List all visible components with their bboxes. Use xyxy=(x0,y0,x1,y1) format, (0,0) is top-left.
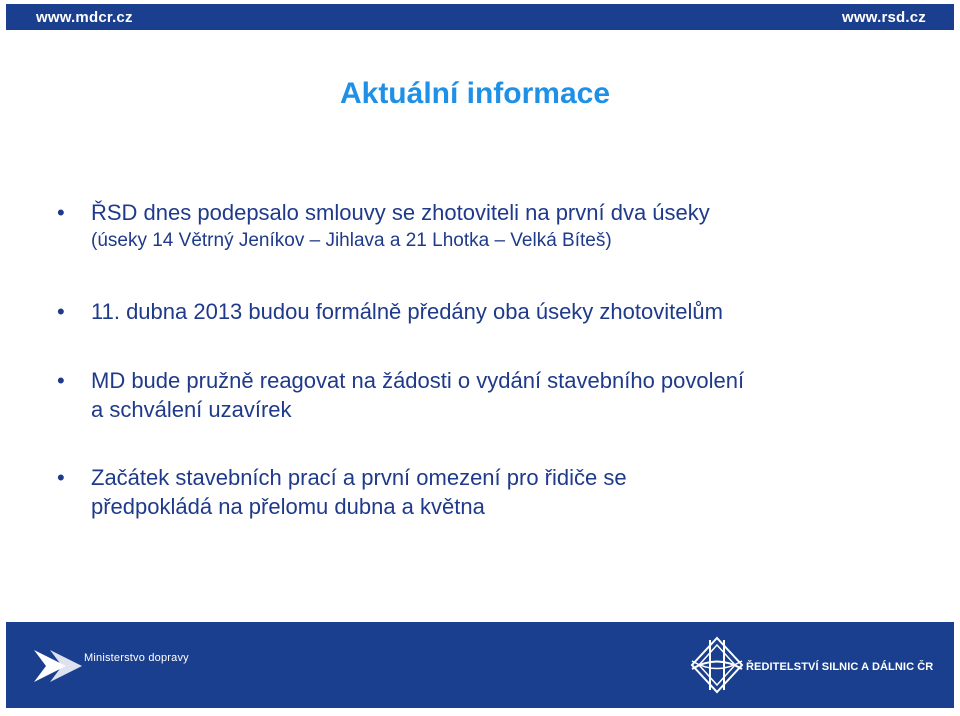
rsd-url-link[interactable]: www.rsd.cz xyxy=(842,9,926,26)
mdcr-url-link[interactable]: www.mdcr.cz xyxy=(36,9,133,26)
bullet-text-continued: a schválení uzavírek xyxy=(91,397,292,422)
mdcr-logo-icon xyxy=(32,646,90,686)
bullet-dot-icon: • xyxy=(57,299,65,324)
bullet-text: ŘSD dnes podepsalo smlouvy se zhotoviteli na první dva úseky xyxy=(91,200,710,225)
bullet-dot-icon: • xyxy=(57,200,65,225)
bullet-item xyxy=(57,463,891,521)
bullet-subtext: (úseky 14 Větrný Jeníkov – Jihlava a 21 Lhotka – Velká Bíteš) xyxy=(91,230,612,251)
header-bar xyxy=(6,4,954,30)
rsd-org-name: ŘEDITELSTVÍ SILNIC A DÁLNIC ČR xyxy=(746,661,934,673)
rsd-logo-icon xyxy=(690,636,744,694)
bullet-item xyxy=(57,297,891,326)
bullet-item xyxy=(57,366,891,424)
bullet-dot-icon: • xyxy=(57,465,65,490)
bullet-text: MD bude pružně reagovat na žádosti o vydání stavebního povolení xyxy=(91,368,745,393)
bullet-text-continued: předpokládá na přelomu dubna a května xyxy=(91,494,485,519)
bullet-dot-icon: • xyxy=(57,368,65,393)
bullet-item xyxy=(57,198,891,254)
slide-title: Aktuální informace xyxy=(339,77,611,110)
footer-bar xyxy=(6,622,954,708)
mdcr-org-name: Ministerstvo dopravy xyxy=(84,652,189,664)
bullet-text: Začátek stavebních prací a první omezení pro řidiče se xyxy=(91,465,627,490)
bullet-text: 11. dubna 2013 budou formálně předány oba úseky zhotovitelům xyxy=(91,299,723,324)
